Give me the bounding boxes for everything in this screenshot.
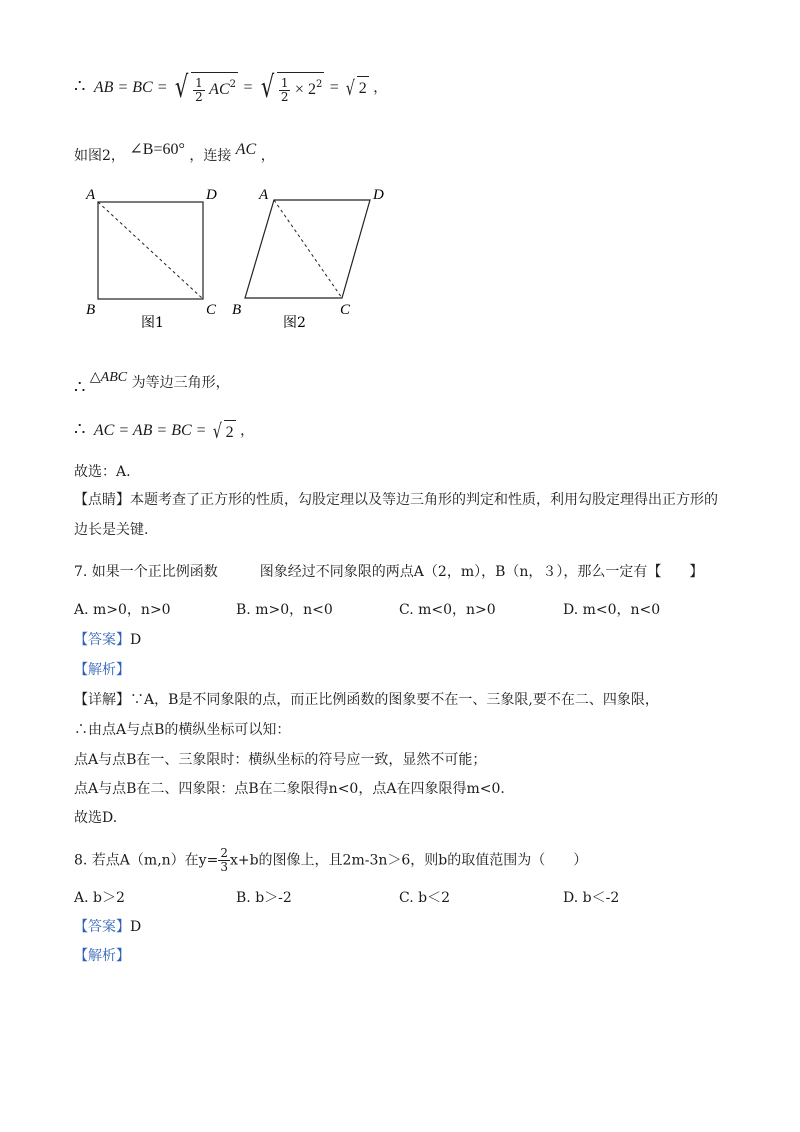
q7-answer: 【答案】D (74, 632, 142, 648)
q7-option-a: A. m>0，n>0 (74, 602, 171, 618)
q7-analysis-label: 【解析】 (74, 662, 130, 678)
q8-stem: 8. 若点A（m,n）在y= $\frac{2}{3}$ x+b的图像上，且2m-3n＞6，则b的取值范围为（ ） (74, 846, 588, 874)
q8-option-c: C. b＜2 (399, 890, 450, 906)
equation-lhs: AB = BC = (93, 78, 168, 96)
fig2-label-b: B (232, 302, 242, 318)
q7-option-c: C. m<0，n>0 (399, 602, 496, 618)
q7-option-d: D. m<0，n<0 (563, 602, 661, 618)
sqrt-expression-2: √ $\frac{1}{2}$ × $2^2$ (260, 69, 323, 105)
sqrt-expression-1: √ $\frac{1}{2}$ $AC^2$ (174, 69, 236, 105)
comment-line-2: 边长是关键. (74, 522, 149, 538)
q8-analysis-label: 【解析】 (74, 948, 130, 964)
diagonal-ac-fig2 (274, 200, 342, 298)
fraction-2-3: $\frac{2}{3}$ (220, 846, 228, 874)
q8-option-a: A. b＞2 (74, 890, 125, 906)
fig1-caption: 图1 (141, 315, 164, 331)
q7-line-3: 点A与点B在一、三象限时：横纵坐标的符号应一致，显然不可能； (74, 752, 487, 768)
sqrt-two: √ 2 (345, 75, 367, 100)
comment-line-1: 【点睛】本题考查了正方形的性质，勾股定理以及等边三角形的判定和性质，利用勾股定理得出正方形的 (74, 492, 718, 508)
equilateral-statement: ∴ △ABC 为等边三角形， (74, 370, 230, 398)
fig1-label-d: D (206, 187, 217, 203)
equation-ab-bc: ∴ AB = BC = √ $\frac{1}{2}$ $AC^2$ = √ $\frac{1}{2}$ × $2^2$ = √ 2 ， (74, 69, 388, 105)
q7-line-4: 点A与点B在二、四象限：点B在二象限得n<0，点A在四象限得m<0. (74, 781, 505, 797)
choose-a: 故选：A. (74, 464, 131, 480)
figure2-intro: 如图2， ∠B=60° ，连接 AC ， (74, 141, 275, 164)
fig2-label-a: A (259, 187, 269, 203)
q7-stem: 7. 如果一个正比例函数 图象经过不同象限的两点A（2，m），B（n，３），那么一定有【 】 (74, 564, 704, 580)
fig1-label-c: C (206, 302, 217, 318)
angle-b-60: ∠B=60° (129, 141, 185, 158)
therefore-symbol: ∴ (74, 75, 86, 97)
q8-option-b: B. b＞-2 (236, 890, 292, 906)
fig2-label-c: C (340, 302, 351, 318)
diagonal-ac-fig1 (98, 202, 203, 299)
equation-ac-ab-bc: ∴ AC = AB = BC = √ 2 ， (74, 419, 255, 443)
fig1-label-b: B (86, 302, 96, 318)
q7-line-2: ∴由点A与点B的横纵坐标可以知： (74, 722, 291, 738)
q7-detail: 【详解】∵A，B是不同象限的点，而正比例函数的图象要不在一、三象限,要不在二、四象限， (74, 692, 659, 708)
fig2-caption: 图2 (283, 315, 306, 331)
q7-option-b: B. m>0，n<0 (236, 602, 333, 618)
q8-option-d: D. b＜-2 (563, 890, 620, 906)
rhombus-abcd (245, 200, 370, 298)
q7-line-5: 故选D. (74, 810, 118, 826)
fig1-label-a: A (86, 187, 96, 203)
q8-answer: 【答案】D (74, 919, 142, 935)
fig2-label-d: D (373, 187, 384, 203)
